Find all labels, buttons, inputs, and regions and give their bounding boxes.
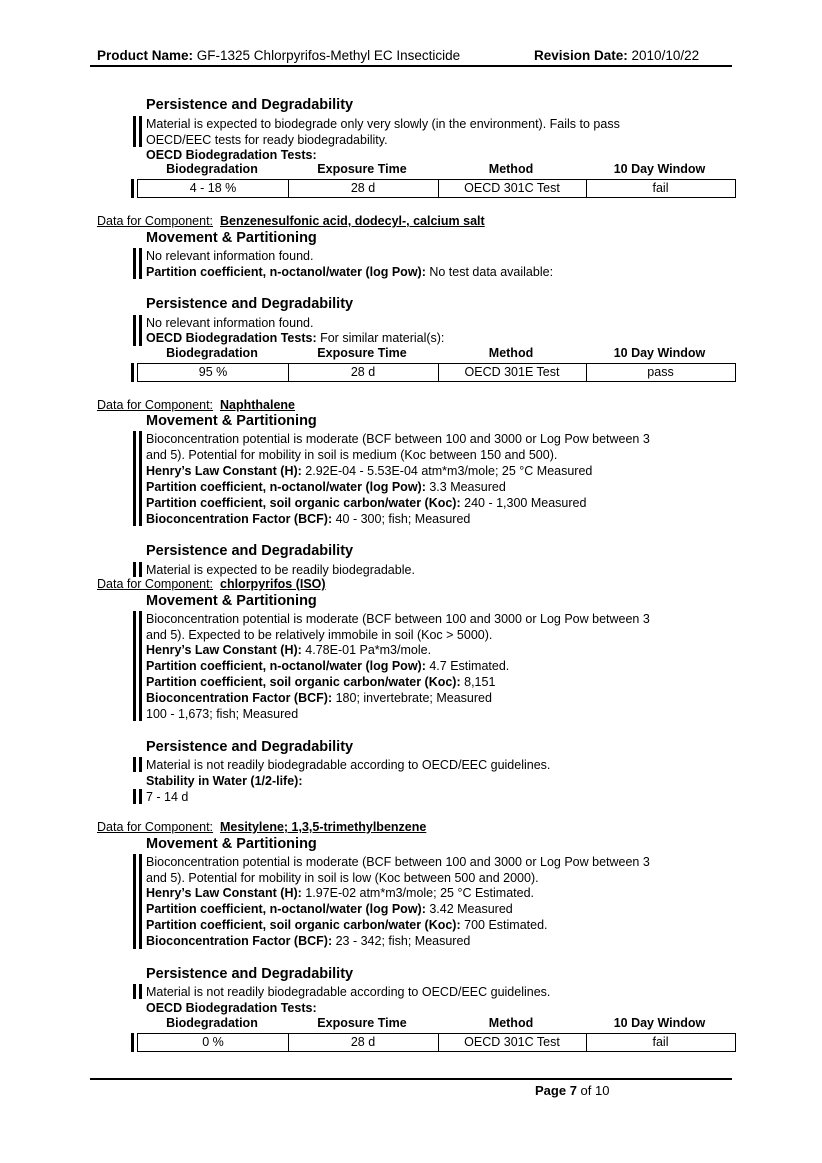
koc-value: 700 Estimated.: [460, 918, 548, 932]
movement-title-3: Movement & Partitioning: [146, 413, 317, 429]
log-pow: [146, 479, 506, 495]
change-bar: [131, 363, 134, 382]
persistence-text-1a: Material is expected to biodegrade only very slowly (in the environment). Fails to pass: [146, 117, 620, 131]
product-name: [97, 48, 460, 63]
page-of: of: [576, 1083, 596, 1098]
change-bar: [133, 611, 136, 721]
movement-text-4b: and 5). Expected to be relatively immobile in soil (Koc > 5000).: [146, 628, 493, 642]
movement-text-3a: Bioconcentration potential is moderate (BCF between 100 and 3000 or Log Pow between 3: [146, 432, 650, 446]
component-label: Data for Component:: [97, 398, 214, 412]
pow-label: Partition coefficient, n-octanol/water (log Pow):: [146, 902, 426, 916]
table-cell: 0 %: [202, 1035, 224, 1049]
table-row: [137, 363, 736, 382]
table-row: [137, 179, 736, 198]
table-header-1: [137, 162, 735, 178]
table-cell: 95 %: [198, 365, 228, 379]
movement-text-5a: Bioconcentration potential is moderate (BCF between 100 and 3000 or Log Pow between 3: [146, 855, 650, 869]
table-cell: 28 d: [350, 1035, 376, 1049]
log-pow: [146, 901, 513, 917]
table-cell: OECD 301C Test: [464, 1035, 560, 1049]
persistence-title-5: Persistence and Degradability: [146, 966, 354, 982]
persistence-text-2b: [146, 330, 444, 346]
col-header: Method: [488, 1016, 534, 1030]
component-heading-2: [97, 214, 485, 228]
henry-label: Henry’s Law Constant (H):: [146, 464, 302, 478]
change-bar: [139, 757, 142, 772]
koc-label: Partition coefficient, soil organic carbon/water (Koc):: [146, 675, 461, 689]
koc: [146, 917, 548, 933]
component-label: Data for Component:: [97, 820, 214, 834]
component-label: Data for Component:: [97, 577, 214, 591]
pow-value: No test data available:: [425, 265, 554, 279]
henry-constant: [146, 642, 431, 658]
bcf: [146, 511, 470, 527]
persistence-text-4a: Material is not readily biodegradable according to OECD/EEC guidelines.: [146, 758, 551, 772]
change-bar: [139, 611, 142, 721]
table-cell: 4 - 18 %: [189, 181, 237, 195]
bcf-value: 23 - 342; fish; Measured: [332, 934, 471, 948]
oecd-tests-label-5: OECD Biodegradation Tests:: [146, 1001, 317, 1015]
table-cell: 28 d: [350, 181, 376, 195]
bcf-label: Bioconcentration Factor (BCF):: [146, 934, 333, 948]
col-header: Biodegradation: [166, 346, 258, 360]
page-total: 10: [595, 1083, 610, 1098]
henry-value: 4.78E-01 Pa*m3/mole.: [301, 643, 432, 657]
col-header: Exposure Time: [317, 346, 407, 360]
henry-label: Henry’s Law Constant (H):: [146, 886, 302, 900]
henry-label: Henry’s Law Constant (H):: [146, 643, 302, 657]
product-name-value: GF-1325 Chlorpyrifos-Methyl EC Insecticide: [193, 48, 461, 63]
pow-value: 3.3 Measured: [425, 480, 506, 494]
component-heading-3: [97, 398, 295, 412]
change-bar: [133, 431, 136, 526]
change-bar: [133, 248, 136, 279]
col-header: 10 Day Window: [613, 162, 706, 176]
koc-label: Partition coefficient, soil organic carbon/water (Koc):: [146, 918, 461, 932]
movement-text-5b: and 5). Potential for mobility in soil is low (Koc between 500 and 2000).: [146, 871, 539, 885]
pow-label: Partition coefficient, n-octanol/water (log Pow):: [146, 480, 426, 494]
pow-label: Partition coefficient, n-octanol/water (log Pow):: [146, 659, 426, 673]
bcf: [146, 933, 470, 949]
pow-value: 4.7 Estimated.: [425, 659, 510, 673]
change-bar: [133, 116, 136, 147]
henry-constant: [146, 463, 592, 479]
revision-date-value: 2010/10/22: [627, 48, 700, 63]
col-header: Exposure Time: [317, 162, 407, 176]
koc-value: 8,151: [460, 675, 496, 689]
change-bar: [133, 854, 136, 949]
revision-date-label: Revision Date:: [534, 48, 628, 63]
component-name: chlorpyrifos (ISO): [220, 577, 326, 591]
koc: [146, 495, 586, 511]
koc-label: Partition coefficient, soil organic carbon/water (Koc):: [146, 496, 461, 510]
persistence-title-3: Persistence and Degradability: [146, 543, 354, 559]
table-header-5: [137, 1016, 735, 1032]
page-label: Page: [535, 1083, 567, 1098]
movement-title-4: Movement & Partitioning: [146, 593, 317, 609]
oecd-tests-note: For similar material(s):: [316, 331, 445, 345]
bcf: [146, 690, 492, 706]
pow-label: Partition coefficient, n-octanol/water (log Pow):: [146, 265, 426, 279]
change-bar: [139, 562, 142, 577]
table-cell: OECD 301C Test: [464, 181, 560, 195]
bcf-value: 180; invertebrate; Measured: [332, 691, 492, 705]
bcf-value: 40 - 300; fish; Measured: [332, 512, 471, 526]
change-bar: [133, 315, 136, 346]
table-cell: fail: [652, 1035, 669, 1049]
table-row: [137, 1033, 736, 1052]
change-bar: [139, 789, 142, 804]
change-bar: [139, 248, 142, 279]
page-indicator: [535, 1083, 609, 1098]
persistence-text-2a: No relevant information found.: [146, 316, 314, 330]
col-header: 10 Day Window: [613, 1016, 706, 1030]
change-bar: [139, 315, 142, 346]
col-header: Method: [488, 162, 534, 176]
change-bar: [139, 984, 142, 999]
component-heading-5: [97, 820, 426, 834]
change-bar: [133, 984, 136, 999]
component-name: Benzenesulfonic acid, dodecyl-, calcium salt: [220, 214, 485, 228]
henry-value: 2.92E-04 - 5.53E-04 atm*m3/mole; 25 °C Measured: [301, 464, 593, 478]
persistence-text-1b: OECD/EEC tests for ready biodegradability.: [146, 133, 388, 147]
persistence-title-2: Persistence and Degradability: [146, 296, 354, 312]
pow-value: 3.42 Measured: [425, 902, 513, 916]
bcf-line-2: 100 - 1,673; fish; Measured: [146, 707, 299, 721]
change-bar: [131, 1033, 134, 1052]
change-bar: [139, 854, 142, 949]
component-heading-4: [97, 577, 326, 591]
change-bar: [133, 757, 136, 772]
persistence-title-1: Persistence and Degradability: [146, 97, 354, 113]
koc: [146, 674, 495, 690]
header-rule: [90, 65, 732, 67]
oecd-tests-label: OECD Biodegradation Tests:: [146, 331, 317, 345]
stability-value: 7 - 14 d: [146, 790, 189, 804]
movement-text-2a: No relevant information found.: [146, 249, 314, 263]
col-header: Biodegradation: [166, 162, 258, 176]
change-bar: [133, 789, 136, 804]
henry-constant: [146, 885, 534, 901]
oecd-tests-label-1: OECD Biodegradation Tests:: [146, 148, 317, 162]
table-cell: OECD 301E Test: [464, 365, 560, 379]
bcf-label: Bioconcentration Factor (BCF):: [146, 512, 333, 526]
table-header-2: [137, 346, 735, 362]
change-bar: [133, 562, 136, 577]
movement-title-2: Movement & Partitioning: [146, 230, 317, 246]
movement-text-3b: and 5). Potential for mobility in soil is medium (Koc between 150 and 500).: [146, 448, 558, 462]
persistence-text-3a: Material is expected to be readily biodegradable.: [146, 563, 415, 577]
henry-value: 1.97E-02 atm*m3/mole; 25 °C Estimated.: [301, 886, 534, 900]
change-bar: [139, 116, 142, 147]
movement-title-5: Movement & Partitioning: [146, 836, 317, 852]
koc-value: 240 - 1,300 Measured: [460, 496, 587, 510]
component-name: Naphthalene: [220, 398, 296, 412]
col-header: Method: [488, 346, 534, 360]
footer-rule: [90, 1078, 732, 1080]
product-name-label: Product Name:: [97, 48, 194, 63]
table-cell: 28 d: [350, 365, 376, 379]
persistence-text-5a: Material is not readily biodegradable according to OECD/EEC guidelines.: [146, 985, 551, 999]
revision-date: [534, 48, 699, 63]
movement-text-2b: [146, 264, 553, 280]
component-label: Data for Component:: [97, 214, 214, 228]
component-name: Mesitylene; 1,3,5-trimethylbenzene: [220, 820, 427, 834]
page-number: 7: [569, 1083, 577, 1098]
change-bar: [139, 431, 142, 526]
persistence-title-4: Persistence and Degradability: [146, 739, 354, 755]
movement-text-4a: Bioconcentration potential is moderate (BCF between 100 and 3000 or Log Pow between 3: [146, 612, 650, 626]
col-header: 10 Day Window: [613, 346, 706, 360]
col-header: Exposure Time: [317, 1016, 407, 1030]
col-header: Biodegradation: [166, 1016, 258, 1030]
table-cell: pass: [647, 365, 674, 379]
bcf-label: Bioconcentration Factor (BCF):: [146, 691, 333, 705]
table-cell: fail: [652, 181, 669, 195]
log-pow: [146, 658, 509, 674]
stability-label: Stability in Water (1/2-life):: [146, 774, 303, 788]
change-bar: [131, 179, 134, 198]
